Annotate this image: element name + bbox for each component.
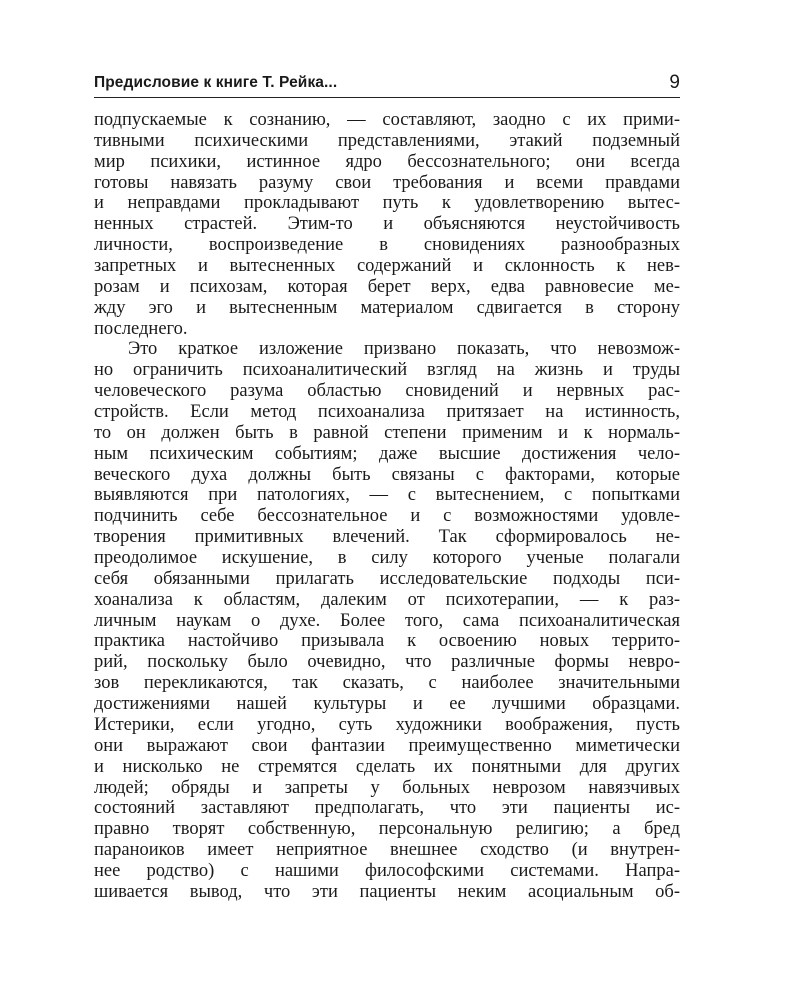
text-line: рий, поскольку было очевидно, что различные формы невро- bbox=[94, 652, 680, 673]
text-line: и неправдами прокладывают путь к удовлетворению вытес- bbox=[94, 193, 680, 214]
text-line: выявляются при патологиях, — с вытеснением, с попытками bbox=[94, 485, 680, 506]
text-line: параноиков имеет неприятное внешнее сходство (и внутрен- bbox=[94, 840, 680, 861]
text-line: творения примитивных влечений. Так сформировалось не- bbox=[94, 527, 680, 548]
text-line: личности, воспроизведение в сновидениях разнообразных bbox=[94, 235, 680, 256]
text-line: правно творят собственную, персональную религию; а бред bbox=[94, 819, 680, 840]
text-line: они выражают свои фантазии преимущественно миметически bbox=[94, 735, 680, 756]
text-line-paragraph-end: последнего. bbox=[94, 318, 188, 339]
text-line: ным психическим событиям; даже высшие достижения чело- bbox=[94, 443, 680, 464]
text-line: жду эго и вытесненным материалом сдвигается в сторону bbox=[94, 297, 680, 318]
body-text bbox=[94, 110, 680, 903]
text-line: личным наукам о духе. Более того, сама психоаналитическая bbox=[94, 610, 680, 631]
text-line: веческого духа должны быть связаны с факторами, которые bbox=[94, 464, 680, 485]
text-line: мир психики, истинное ядро бессознательного; они всегда bbox=[94, 151, 680, 172]
text-line: запретных и вытесненных содержаний и склонность к нев- bbox=[94, 256, 680, 277]
text-line: готовы навязать разуму свои требования и всеми правдами bbox=[94, 172, 680, 193]
text-line: но ограничить психоаналитический взгляд на жизнь и труды bbox=[94, 360, 680, 381]
text-line: ненных страстей. Этим-то и объясняются неустойчивость bbox=[94, 214, 680, 235]
running-head bbox=[94, 74, 680, 96]
text-line: хоанализа к областям, далеким от психотерапии, — к раз- bbox=[94, 589, 680, 610]
text-line: нее родство) с нашими философскими системами. Напра- bbox=[94, 860, 680, 881]
text-line: практика настойчиво призывала к освоению новых террито- bbox=[94, 631, 680, 652]
text-line: тивными психическими представлениями, этакий подземный bbox=[94, 130, 680, 151]
text-line-paragraph-start: Это краткое изложение призвано показать, что невозмож- bbox=[128, 339, 680, 360]
text-line: зов перекликаются, так сказать, с наиболее значительными bbox=[94, 673, 680, 694]
text-line: людей; обряды и запреты у больных неврозом навязчивых bbox=[94, 777, 680, 798]
text-line: подпускаемые к сознанию, — составляют, заодно с их прими- bbox=[94, 110, 680, 130]
text-line: стройств. Если метод психоанализа притязает на истинность, bbox=[94, 402, 680, 423]
text-line: себя обязанными прилагать исследовательские подходы пси- bbox=[94, 568, 680, 589]
text-line: и нисколько не стремятся сделать их понятными для других bbox=[94, 756, 680, 777]
text-line: человеческого разума областью сновидений и нервных рас- bbox=[94, 381, 680, 402]
text-line: шивается вывод, что эти пациенты неким асоциальным об- bbox=[94, 881, 680, 902]
text-line: достижениями нашей культуры и ее лучшими образцами. bbox=[94, 694, 680, 715]
text-line: то он должен быть в равной степени применим и к нормаль- bbox=[94, 422, 680, 443]
text-line: состояний заставляют предполагать, что эти пациенты ис- bbox=[94, 798, 680, 819]
running-title: Предисловие к книге Т. Рейка... bbox=[94, 74, 338, 91]
text-line: преодолимое искушение, в силу которого ученые полагали bbox=[94, 548, 680, 569]
page-number: 9 bbox=[669, 72, 680, 93]
text-line: Истерики, если угодно, суть художники воображения, пусть bbox=[94, 714, 680, 735]
text-line: подчинить себе бессознательное и с возможностями удовле- bbox=[94, 506, 680, 527]
text-line: розам и психозам, которая берет верх, едва равновесие ме- bbox=[94, 276, 680, 297]
header-rule bbox=[94, 97, 680, 98]
